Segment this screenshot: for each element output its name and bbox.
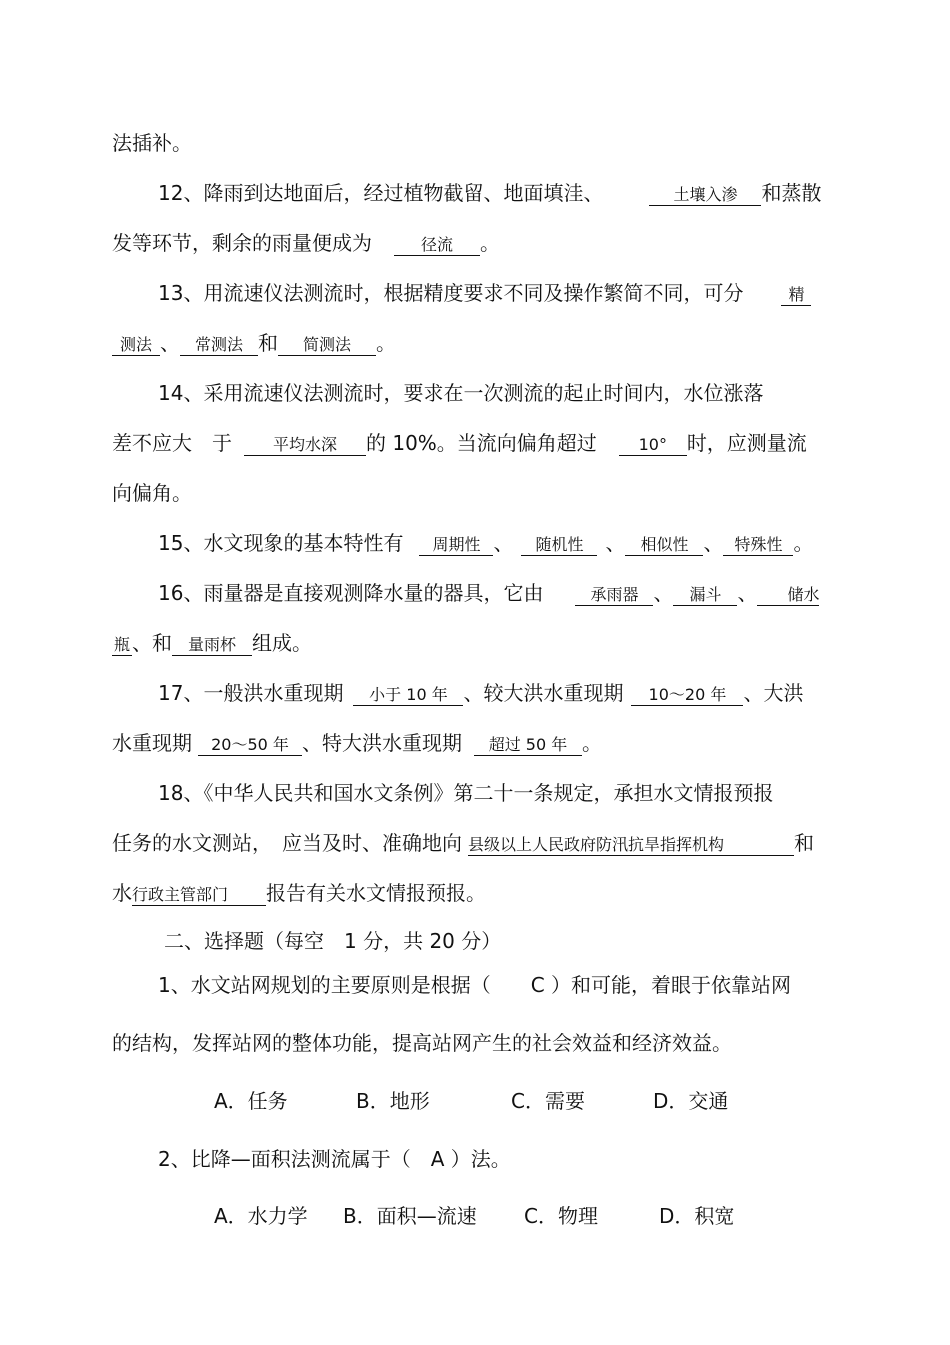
- answer-blank: 10～20 年: [631, 685, 743, 706]
- answer-blank: 相似性: [625, 535, 703, 556]
- answer-blank: 平均水深: [244, 435, 366, 456]
- question-15-line: [158, 531, 813, 556]
- question-text: 。: [376, 331, 396, 355]
- question-text: 14、采用流速仪法测流时，要求在一次测流的起止时间内，水位涨落: [158, 381, 764, 405]
- option-text: D．交通: [653, 1089, 729, 1113]
- question-text: 的 10%。当流向偏角超过: [366, 431, 597, 455]
- choice-1-option-a: [214, 1089, 288, 1113]
- question-text: 18、《中华人民共和国水文条例》第二十一条规定，承担水文情报预报: [158, 781, 774, 805]
- question-18-line-1: [158, 781, 773, 805]
- answer-blank: 随机性: [521, 535, 597, 556]
- answer-blank: 瓶: [113, 635, 130, 654]
- question-text: 、较大洪水重现期: [463, 681, 624, 705]
- question-text: 和蒸散: [761, 181, 822, 205]
- choice-2-option-b: [343, 1204, 477, 1228]
- question-text: 16、雨量器是直接观测降水量的器具，它由: [158, 581, 544, 605]
- section-heading: [164, 929, 501, 953]
- answer-blank: 超过 50 年: [474, 735, 582, 756]
- question-text: 12、降雨到达地面后，经过植物截留、地面填洼、: [158, 181, 604, 205]
- question-text: 、: [703, 531, 724, 555]
- choice-1-option-b: [356, 1089, 430, 1113]
- question-13-line-2: [112, 331, 396, 356]
- answer-blank: 特殊性: [723, 535, 793, 556]
- question-18-line-3: [112, 881, 486, 906]
- question-12-line-1: [158, 181, 821, 206]
- choice-1-line-1: [158, 973, 791, 997]
- question-16-line-2: [112, 631, 312, 656]
- question-text: 和: [794, 831, 814, 855]
- answer-blank: 土壤入渗: [649, 185, 761, 206]
- answer-blank: 量雨杯: [172, 635, 252, 656]
- question-text: 的结构，发挥站网的整体功能，提高站网产生的社会效益和经济效益。: [112, 1031, 732, 1055]
- question-text: 、: [605, 531, 626, 555]
- answer-blank: 简测法: [278, 335, 376, 356]
- option-text: B．面积—流速: [343, 1204, 477, 1228]
- answer-blank: 20～50 年: [198, 735, 302, 756]
- question-text: 、: [493, 531, 514, 555]
- option-text: A．任务: [214, 1089, 288, 1113]
- question-text: 组成。: [252, 631, 312, 655]
- question-text: 水重现期: [112, 731, 192, 755]
- choice-2-option-a: [214, 1204, 308, 1228]
- answer-blank: 测法: [112, 335, 160, 356]
- choice-1-option-d: [653, 1089, 728, 1113]
- line-text: 法插补。: [112, 131, 192, 155]
- question-text: 、大洪: [743, 681, 804, 705]
- question-12-line-2: [112, 231, 500, 256]
- answer-blank: 精: [781, 285, 811, 306]
- answer-blank: 小于 10 年: [353, 685, 463, 706]
- question-text: 、: [160, 331, 180, 355]
- option-text: C．物理: [524, 1204, 598, 1228]
- question-text: 1、水文站网规划的主要原则是根据（ C ）和可能，着眼于依靠站网: [158, 973, 792, 997]
- question-text: 和: [258, 331, 278, 355]
- answer-blank: 储水: [757, 585, 819, 606]
- question-text: 。: [793, 531, 814, 555]
- text-line: [112, 131, 192, 155]
- question-text: 、和: [132, 631, 172, 655]
- answer-blank: 行政主管部门: [132, 885, 266, 906]
- answer-blank: 10°: [619, 435, 687, 456]
- question-text: 任务的水文测站， 应当及时、准确地向: [112, 831, 462, 855]
- question-text: 、: [653, 581, 674, 605]
- answer-blank: 漏斗: [673, 585, 737, 606]
- option-text: D．积宽: [659, 1204, 735, 1228]
- question-text: 、特大洪水重现期: [302, 731, 462, 755]
- choice-1-line-2: [112, 1031, 732, 1055]
- question-text: 15、水文现象的基本特性有: [158, 531, 404, 555]
- question-text: 水: [112, 881, 132, 905]
- answer-blank: 承雨器: [575, 585, 653, 606]
- question-text: 13、用流速仪法测流时，根据精度要求不同及操作繁简不同，可分: [158, 281, 744, 305]
- question-text: 发等环节，剩余的雨量便成为: [112, 231, 372, 255]
- question-text: 。: [582, 731, 602, 755]
- question-text: 报告有关水文情报预报。: [266, 881, 486, 905]
- question-13-line-1: [158, 281, 811, 306]
- choice-2-option-d: [659, 1204, 734, 1228]
- question-text: 2、比降—面积法测流属于（ A ）法。: [158, 1147, 511, 1171]
- choice-2-option-c: [524, 1204, 598, 1228]
- question-text: 。: [480, 231, 500, 255]
- question-17-line-2: [112, 731, 602, 756]
- option-text: A．水力学: [214, 1204, 308, 1228]
- question-18-line-2: [112, 831, 814, 856]
- answer-blank: 周期性: [419, 535, 493, 556]
- question-text: 17、一般洪水重现期: [158, 681, 344, 705]
- option-text: C．需要: [511, 1089, 585, 1113]
- question-14-line-1: [158, 381, 763, 405]
- question-16-line-1: [158, 581, 819, 606]
- question-14-line-2: [112, 431, 807, 456]
- question-text: 差不应大 于: [112, 431, 232, 455]
- choice-1-option-c: [511, 1089, 585, 1113]
- section-title: 二、选择题（每空 1 分，共 20 分）: [164, 929, 502, 953]
- option-text: B．地形: [356, 1089, 430, 1113]
- question-17-line-1: [158, 681, 803, 706]
- answer-blank: 县级以上人民政府防汛抗旱指挥机构: [468, 835, 794, 856]
- question-text: 、: [737, 581, 758, 605]
- question-14-line-3: [112, 481, 192, 505]
- answer-blank: 径流: [394, 235, 480, 256]
- answer-blank: 常测法: [180, 335, 258, 356]
- choice-2-line-1: [158, 1147, 511, 1171]
- question-text: 时，应测量流: [686, 431, 807, 455]
- question-text: 向偏角。: [112, 481, 192, 505]
